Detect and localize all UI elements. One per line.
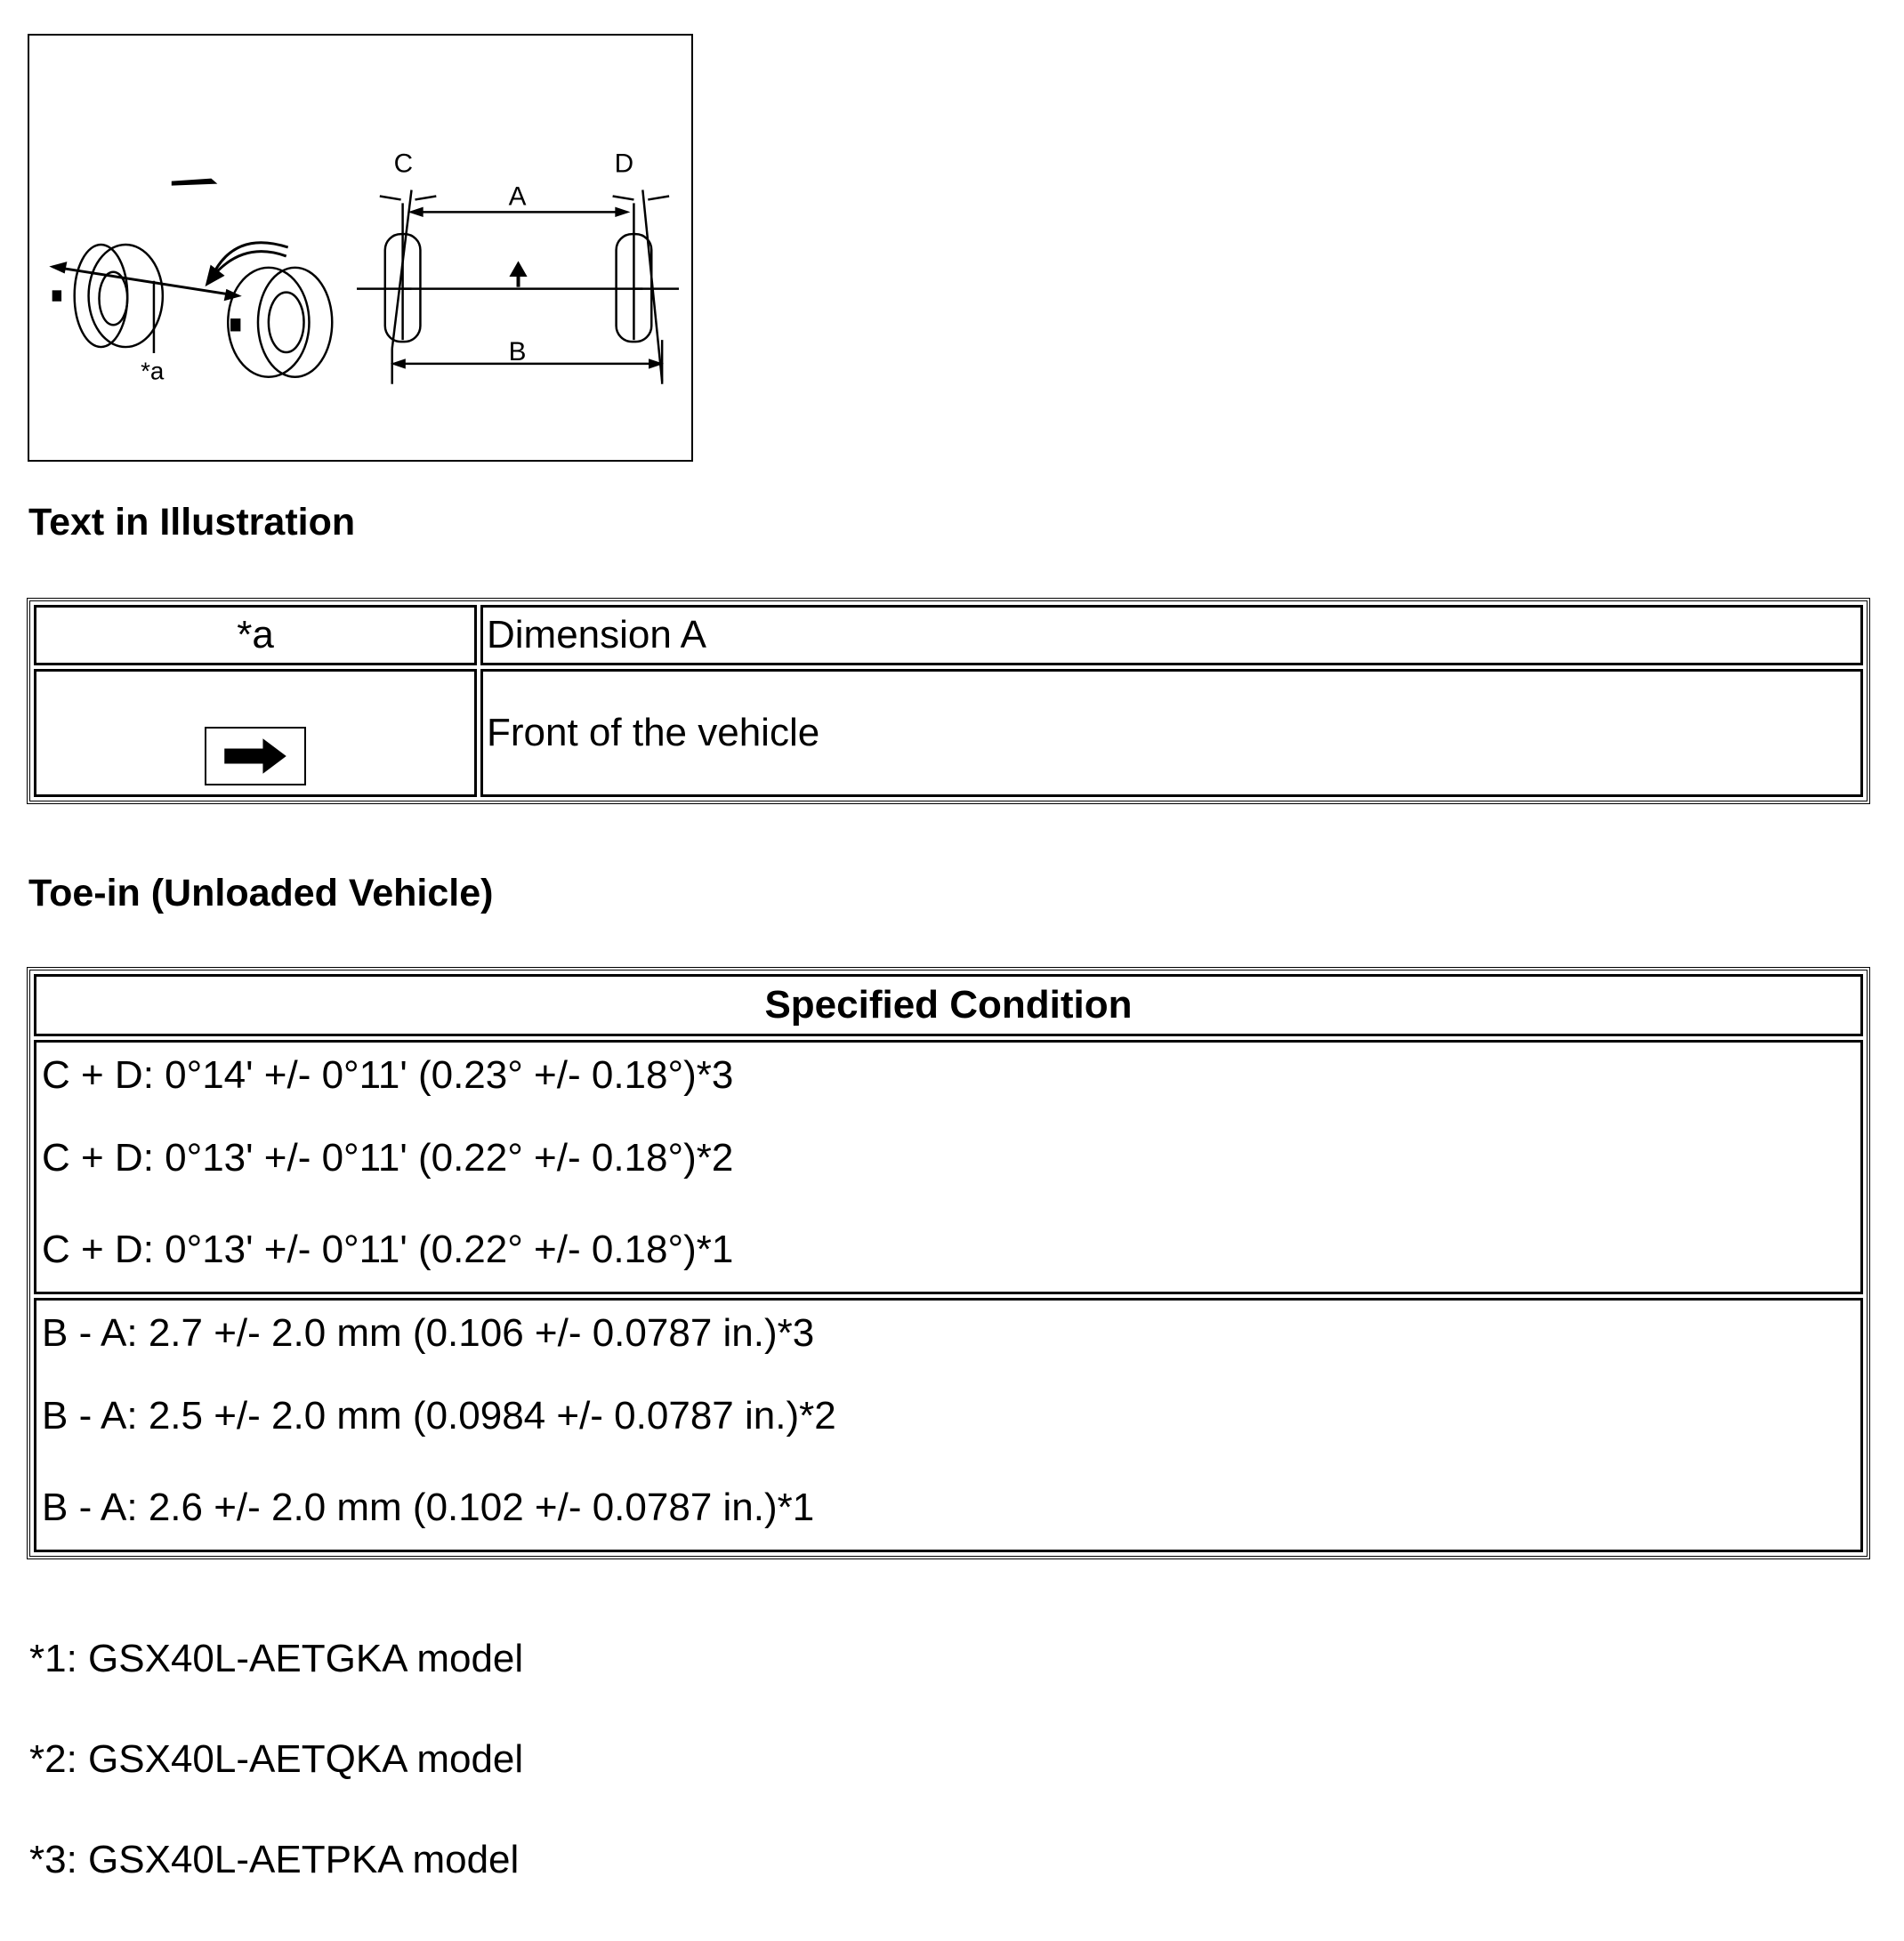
label-d: D <box>614 149 634 179</box>
legend-key-icon-cell <box>34 669 477 797</box>
footnote: *2: GSX40L-AETQKA model <box>29 1737 524 1781</box>
table-row <box>34 1040 1863 1294</box>
label-a: A <box>508 181 527 212</box>
legend-value: Dimension A <box>480 605 1863 665</box>
footnote: *1: GSX40L-AETGKA model <box>29 1637 524 1680</box>
toe-in-illustration <box>28 34 693 462</box>
spec-group-c-plus-d <box>34 1040 1863 1294</box>
spec-line: B - A: 2.7 +/- 2.0 mm (0.106 +/- 0.0787 in.)*3 <box>42 1310 815 1355</box>
label-c: C <box>393 149 414 179</box>
spec-line: B - A: 2.5 +/- 2.0 mm (0.0984 +/- 0.0787 in.)*2 <box>42 1394 836 1438</box>
legend-value: Front of the vehicle <box>480 669 1863 797</box>
label-star-a: *a <box>141 357 165 385</box>
spec-group-b-minus-a <box>34 1298 1863 1552</box>
table-row <box>34 605 1863 665</box>
legend-table <box>27 598 1870 804</box>
spec-line: C + D: 0°13' +/- 0°11' (0.22° +/- 0.18°)*2 <box>42 1136 734 1180</box>
specified-condition-table <box>27 967 1870 1559</box>
footnotes <box>29 1639 523 1941</box>
spec-line: C + D: 0°13' +/- 0°11' (0.22° +/- 0.18°)*1 <box>42 1228 734 1272</box>
table-row <box>34 669 1863 797</box>
table-row <box>34 1298 1863 1552</box>
right-arrow-icon <box>205 727 306 785</box>
footnote: *3: GSX40L-AETPKA model <box>29 1838 520 1881</box>
column-header: Specified Condition <box>34 974 1863 1036</box>
table-header-row <box>34 974 1863 1036</box>
section-title-text-in-illustration: Text in Illustration <box>28 501 356 544</box>
label-b: B <box>508 336 527 366</box>
legend-key: *a <box>34 605 477 665</box>
spec-line: B - A: 2.6 +/- 2.0 mm (0.102 +/- 0.0787 in.)*1 <box>42 1486 815 1530</box>
spec-line: C + D: 0°14' +/- 0°11' (0.23° +/- 0.18°)*3 <box>42 1052 734 1097</box>
section-title-toe-in: Toe-in (Unloaded Vehicle) <box>28 872 494 914</box>
